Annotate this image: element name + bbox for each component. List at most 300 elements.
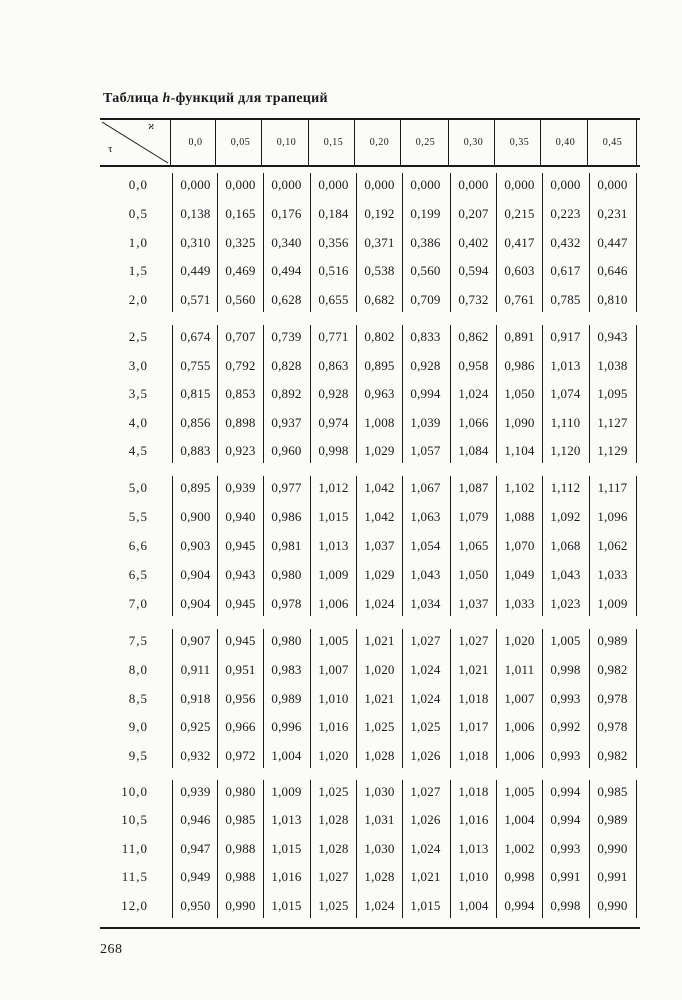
table-cell: 1,092	[550, 509, 581, 524]
table-cell: 0,928	[410, 358, 441, 373]
table-cell: 1,079	[458, 509, 489, 524]
row-header-tau: 11,5	[121, 869, 148, 884]
header-column-divider	[540, 120, 541, 165]
table-cell: 0,992	[550, 719, 581, 734]
table-cell: 1,066	[458, 415, 489, 430]
table-cell: 0,994	[504, 898, 535, 913]
table-cell: 1,096	[597, 509, 628, 524]
table-cell: 1,110	[550, 415, 581, 430]
table-cell: 0,538	[364, 263, 395, 278]
column-header: 0,30	[463, 137, 484, 148]
table-cell: 0,994	[410, 386, 441, 401]
table-cell: 0,989	[597, 633, 628, 648]
table-cell: 1,005	[318, 633, 349, 648]
table-cell: 0,469	[225, 263, 256, 278]
table-cell: 0,986	[504, 358, 535, 373]
table-cell: 1,039	[410, 415, 441, 430]
table-cell: 0,207	[458, 206, 489, 221]
body-column-divider	[636, 476, 637, 616]
table-cell: 0,945	[225, 538, 256, 553]
table-cell: 1,030	[364, 784, 395, 799]
table-cell: 1,010	[318, 691, 349, 706]
table-cell: 0,978	[271, 596, 302, 611]
table-cell: 1,030	[364, 841, 395, 856]
table-cell: 1,020	[504, 633, 535, 648]
table-cell: 1,002	[504, 841, 535, 856]
table-cell: 0,417	[504, 235, 535, 250]
table-cell: 0,966	[225, 719, 256, 734]
table-cell: 1,112	[550, 480, 581, 495]
table-cell: 1,067	[410, 480, 441, 495]
table-cell: 1,065	[458, 538, 489, 553]
header-column-divider	[636, 120, 637, 165]
table-cell: 0,988	[225, 869, 256, 884]
table-cell: 0,932	[180, 748, 211, 763]
header-column-divider	[400, 120, 401, 165]
table-cell: 0,956	[225, 691, 256, 706]
table-cell: 0,978	[597, 691, 628, 706]
table-cell: 0,000	[504, 177, 535, 192]
table-cell: 0,828	[271, 358, 302, 373]
table-cell: 0,833	[410, 329, 441, 344]
table-cell: 0,990	[225, 898, 256, 913]
table-cell: 0,184	[318, 206, 349, 221]
table-cell: 0,325	[225, 235, 256, 250]
table-cell: 0,386	[410, 235, 441, 250]
table-cell: 1,026	[410, 812, 441, 827]
table-cell: 0,223	[550, 206, 581, 221]
table-cell: 0,516	[318, 263, 349, 278]
table-cell: 0,000	[318, 177, 349, 192]
body-column-divider	[636, 173, 637, 312]
table-cell: 0,994	[550, 812, 581, 827]
table-cell: 0,990	[597, 898, 628, 913]
table-cell: 1,013	[271, 812, 302, 827]
table-cell: 0,946	[180, 812, 211, 827]
table-cell: 0,998	[550, 898, 581, 913]
table-cell: 0,917	[550, 329, 581, 344]
row-header-tau: 10,0	[121, 784, 148, 799]
table-cell: 0,939	[180, 784, 211, 799]
header-column-divider	[448, 120, 449, 165]
table-cell: 1,015	[271, 898, 302, 913]
table-cell: 0,560	[410, 263, 441, 278]
table-cell: 1,013	[458, 841, 489, 856]
table-cell: 1,031	[364, 812, 395, 827]
table-cell: 1,025	[318, 898, 349, 913]
table-cell: 0,981	[271, 538, 302, 553]
corner-row-symbol: τ	[108, 143, 113, 155]
table-cell: 0,646	[597, 263, 628, 278]
table-cell: 0,682	[364, 292, 395, 307]
table-cell: 1,063	[410, 509, 441, 524]
table-cell: 1,023	[550, 596, 581, 611]
column-header: 0,45	[602, 137, 623, 148]
table-cell: 0,494	[271, 263, 302, 278]
row-header-tau: 5,5	[128, 509, 148, 524]
row-header-tau: 7,5	[128, 633, 148, 648]
table-cell: 0,940	[225, 509, 256, 524]
table-cell: 1,042	[364, 509, 395, 524]
table-cell: 0,991	[597, 869, 628, 884]
table-cell: 0,000	[364, 177, 395, 192]
table-cell: 1,024	[364, 596, 395, 611]
table-cell: 0,903	[180, 538, 211, 553]
table-cell: 0,449	[180, 263, 211, 278]
table-cell: 0,655	[318, 292, 349, 307]
table-cell: 1,028	[318, 812, 349, 827]
table-cell: 0,792	[225, 358, 256, 373]
table-cell: 1,050	[458, 567, 489, 582]
table-cell: 1,007	[504, 691, 535, 706]
table-cell: 1,010	[458, 869, 489, 884]
table-cell: 1,011	[504, 662, 535, 677]
table-cell: 0,907	[180, 633, 211, 648]
table-bottom-rule	[100, 927, 640, 929]
header-column-divider	[215, 120, 216, 165]
table-cell: 1,012	[318, 480, 349, 495]
row-header-tau: 12,0	[121, 898, 148, 913]
table-cell: 1,024	[410, 691, 441, 706]
table-cell: 1,013	[550, 358, 581, 373]
table-cell: 1,027	[410, 633, 441, 648]
table-cell: 1,009	[597, 596, 628, 611]
table-cell: 1,129	[597, 443, 628, 458]
table-cell: 0,983	[271, 662, 302, 677]
table-cell: 1,037	[364, 538, 395, 553]
table-cell: 1,026	[410, 748, 441, 763]
row-header-tau: 1,0	[128, 235, 148, 250]
table-cell: 1,018	[458, 748, 489, 763]
table-cell: 1,015	[318, 509, 349, 524]
table-cell: 1,043	[550, 567, 581, 582]
table-cell: 1,070	[504, 538, 535, 553]
header-column-divider	[494, 120, 495, 165]
table-cell: 0,945	[225, 596, 256, 611]
table-cell: 0,982	[597, 748, 628, 763]
table-cell: 1,054	[410, 538, 441, 553]
table-cell: 0,856	[180, 415, 211, 430]
table-cell: 1,015	[410, 898, 441, 913]
table-cell: 1,033	[597, 567, 628, 582]
table-cell: 1,104	[504, 443, 535, 458]
row-header-tau: 10,5	[121, 812, 148, 827]
row-header-tau: 4,5	[128, 443, 148, 458]
table-cell: 0,918	[180, 691, 211, 706]
table-cell: 0,883	[180, 443, 211, 458]
table-cell: 1,024	[410, 841, 441, 856]
table-cell: 1,033	[504, 596, 535, 611]
table-cell: 1,016	[271, 869, 302, 884]
table-cell: 1,027	[410, 784, 441, 799]
table-cell: 0,996	[271, 719, 302, 734]
table-cell: 1,018	[458, 784, 489, 799]
table-cell: 0,761	[504, 292, 535, 307]
table-cell: 0,989	[597, 812, 628, 827]
table-title-suffix: -функций для трапеций	[170, 91, 328, 106]
table-cell: 0,340	[271, 235, 302, 250]
table-cell: 0,891	[504, 329, 535, 344]
table-cell: 1,029	[364, 567, 395, 582]
column-header: 0,40	[555, 137, 576, 148]
row-header-tau: 11,0	[121, 841, 148, 856]
table-cell: 0,628	[271, 292, 302, 307]
table-cell: 0,594	[458, 263, 489, 278]
table-cell: 0,951	[225, 662, 256, 677]
table-header-rule	[100, 165, 640, 167]
table-cell: 1,021	[458, 662, 489, 677]
body-column-divider	[636, 629, 637, 768]
table-cell: 0,617	[550, 263, 581, 278]
table-cell: 0,980	[271, 567, 302, 582]
column-header: 0,10	[276, 137, 297, 148]
table-cell: 1,020	[318, 748, 349, 763]
table-cell: 1,024	[364, 898, 395, 913]
table-cell: 0,989	[271, 691, 302, 706]
table-cell: 1,095	[597, 386, 628, 401]
table-cell: 0,815	[180, 386, 211, 401]
table-cell: 1,057	[410, 443, 441, 458]
table-cell: 1,074	[550, 386, 581, 401]
table-cell: 0,939	[225, 480, 256, 495]
table-cell: 0,165	[225, 206, 256, 221]
table-cell: 0,215	[504, 206, 535, 221]
row-header-tau: 0,0	[128, 177, 148, 192]
table-cell: 0,402	[458, 235, 489, 250]
table-title	[103, 91, 328, 107]
table-cell: 0,943	[225, 567, 256, 582]
table-cell: 0,980	[225, 784, 256, 799]
table-cell: 0,862	[458, 329, 489, 344]
table-cell: 1,042	[364, 480, 395, 495]
body-column-divider	[636, 780, 637, 918]
table-cell: 1,028	[318, 841, 349, 856]
table-cell: 1,117	[597, 480, 628, 495]
table-cell: 0,950	[180, 898, 211, 913]
table-title-italic-h: h	[162, 91, 171, 106]
table-cell: 0,895	[180, 480, 211, 495]
table-cell: 1,084	[458, 443, 489, 458]
table-cell: 1,043	[410, 567, 441, 582]
header-column-divider	[587, 120, 588, 165]
table-cell: 1,021	[364, 633, 395, 648]
table-cell: 0,674	[180, 329, 211, 344]
table-cell: 1,015	[271, 841, 302, 856]
table-cell: 0,928	[318, 386, 349, 401]
table-cell: 1,004	[458, 898, 489, 913]
table-cell: 0,958	[458, 358, 489, 373]
table-cell: 1,016	[318, 719, 349, 734]
table-cell: 1,029	[364, 443, 395, 458]
row-header-tau: 6,6	[128, 538, 148, 553]
row-header-tau: 0,5	[128, 206, 148, 221]
table-cell: 0,000	[597, 177, 628, 192]
table-cell: 1,004	[504, 812, 535, 827]
column-header: 0,35	[509, 137, 530, 148]
table-cell: 1,024	[458, 386, 489, 401]
table-cell: 0,923	[225, 443, 256, 458]
table-cell: 0,947	[180, 841, 211, 856]
table-cell: 0,895	[364, 358, 395, 373]
table-cell: 0,900	[180, 509, 211, 524]
table-cell: 1,008	[364, 415, 395, 430]
table-cell: 0,994	[550, 784, 581, 799]
table-cell: 0,898	[225, 415, 256, 430]
table-cell: 0,356	[318, 235, 349, 250]
table-cell: 1,006	[504, 719, 535, 734]
table-cell: 0,802	[364, 329, 395, 344]
row-header-tau: 3,0	[128, 358, 148, 373]
table-cell: 0,138	[180, 206, 211, 221]
table-cell: 0,571	[180, 292, 211, 307]
table-cell: 0,785	[550, 292, 581, 307]
table-cell: 1,027	[318, 869, 349, 884]
table-cell: 1,088	[504, 509, 535, 524]
table-cell: 1,127	[597, 415, 628, 430]
table-cell: 1,017	[458, 719, 489, 734]
table-cell: 0,603	[504, 263, 535, 278]
row-header-tau: 6,5	[128, 567, 148, 582]
table-cell: 0,000	[410, 177, 441, 192]
table-cell: 1,028	[364, 869, 395, 884]
table-cell: 0,560	[225, 292, 256, 307]
table-cell: 1,087	[458, 480, 489, 495]
page-number: 268	[100, 942, 123, 957]
table-cell: 0,709	[410, 292, 441, 307]
table-cell: 0,986	[271, 509, 302, 524]
header-column-divider	[261, 120, 262, 165]
table-cell: 0,972	[225, 748, 256, 763]
row-header-tau: 1,5	[128, 263, 148, 278]
table-cell: 0,863	[318, 358, 349, 373]
table-cell: 0,980	[271, 633, 302, 648]
row-header-tau: 3,5	[128, 386, 148, 401]
table-cell: 0,447	[597, 235, 628, 250]
header-column-divider	[354, 120, 355, 165]
table-cell: 0,998	[550, 662, 581, 677]
row-header-tau: 2,5	[128, 329, 148, 344]
table-cell: 1,025	[410, 719, 441, 734]
table-cell: 1,004	[271, 748, 302, 763]
table-cell: 0,991	[550, 869, 581, 884]
table-cell: 0,192	[364, 206, 395, 221]
table-cell: 0,993	[550, 748, 581, 763]
table-cell: 0,199	[410, 206, 441, 221]
table-cell: 0,977	[271, 480, 302, 495]
table-cell: 0,904	[180, 567, 211, 582]
table-cell: 0,432	[550, 235, 581, 250]
table-cell: 1,028	[364, 748, 395, 763]
table-cell: 0,231	[597, 206, 628, 221]
table-cell: 1,016	[458, 812, 489, 827]
table-cell: 0,998	[504, 869, 535, 884]
table-cell: 1,120	[550, 443, 581, 458]
table-cell: 0,974	[318, 415, 349, 430]
table-cell: 0,000	[225, 177, 256, 192]
table-cell: 0,732	[458, 292, 489, 307]
table-cell: 0,892	[271, 386, 302, 401]
table-cell: 1,037	[458, 596, 489, 611]
table-cell: 0,755	[180, 358, 211, 373]
table-cell: 1,005	[504, 784, 535, 799]
table-cell: 1,009	[271, 784, 302, 799]
row-header-tau: 2,0	[128, 292, 148, 307]
table-cell: 0,990	[597, 841, 628, 856]
table-cell: 1,006	[318, 596, 349, 611]
row-header-tau: 9,5	[128, 748, 148, 763]
row-header-tau: 7,0	[128, 596, 148, 611]
column-header: 0,05	[230, 137, 251, 148]
table-cell: 0,985	[597, 784, 628, 799]
table-cell: 0,993	[550, 691, 581, 706]
table-cell: 0,937	[271, 415, 302, 430]
table-cell: 1,049	[504, 567, 535, 582]
table-cell: 0,810	[597, 292, 628, 307]
table-cell: 0,911	[180, 662, 211, 677]
table-cell: 1,038	[597, 358, 628, 373]
table-cell: 1,021	[364, 691, 395, 706]
table-cell: 1,018	[458, 691, 489, 706]
table-cell: 0,988	[225, 841, 256, 856]
table-cell: 0,985	[225, 812, 256, 827]
table-cell: 1,068	[550, 538, 581, 553]
table-cell: 0,949	[180, 869, 211, 884]
table-cell: 0,707	[225, 329, 256, 344]
header-column-divider	[170, 120, 171, 165]
row-header-tau: 8,0	[128, 662, 148, 677]
table-cell: 0,943	[597, 329, 628, 344]
row-header-tau: 5,0	[128, 480, 148, 495]
table-cell: 0,925	[180, 719, 211, 734]
table-cell: 1,006	[504, 748, 535, 763]
row-header-tau: 8,5	[128, 691, 148, 706]
table-cell: 0,310	[180, 235, 211, 250]
table-cell: 0,904	[180, 596, 211, 611]
table-cell: 0,000	[458, 177, 489, 192]
table-cell: 1,027	[458, 633, 489, 648]
column-header: 0,25	[415, 137, 436, 148]
table-cell: 0,771	[318, 329, 349, 344]
table-cell: 0,853	[225, 386, 256, 401]
table-cell: 1,050	[504, 386, 535, 401]
header-column-divider	[308, 120, 309, 165]
table-cell: 1,102	[504, 480, 535, 495]
body-column-divider	[636, 325, 637, 463]
table-cell: 1,021	[410, 869, 441, 884]
table-cell: 1,024	[410, 662, 441, 677]
table-cell: 0,739	[271, 329, 302, 344]
table-cell: 0,982	[597, 662, 628, 677]
table-cell: 1,020	[364, 662, 395, 677]
table-cell: 0,993	[550, 841, 581, 856]
table-cell: 0,963	[364, 386, 395, 401]
table-cell: 1,013	[318, 538, 349, 553]
table-cell: 1,034	[410, 596, 441, 611]
table-cell: 1,025	[364, 719, 395, 734]
column-header: 0,20	[369, 137, 390, 148]
table-cell: 1,062	[597, 538, 628, 553]
corner-column-symbol: ϰ	[148, 120, 155, 132]
table-cell: 1,090	[504, 415, 535, 430]
table-cell: 1,005	[550, 633, 581, 648]
column-header: 0,15	[323, 137, 344, 148]
table-cell: 0,000	[550, 177, 581, 192]
table-cell: 0,000	[180, 177, 211, 192]
table-cell: 1,007	[318, 662, 349, 677]
table-cell: 1,025	[318, 784, 349, 799]
table-cell: 0,978	[597, 719, 628, 734]
row-header-tau: 4,0	[128, 415, 148, 430]
